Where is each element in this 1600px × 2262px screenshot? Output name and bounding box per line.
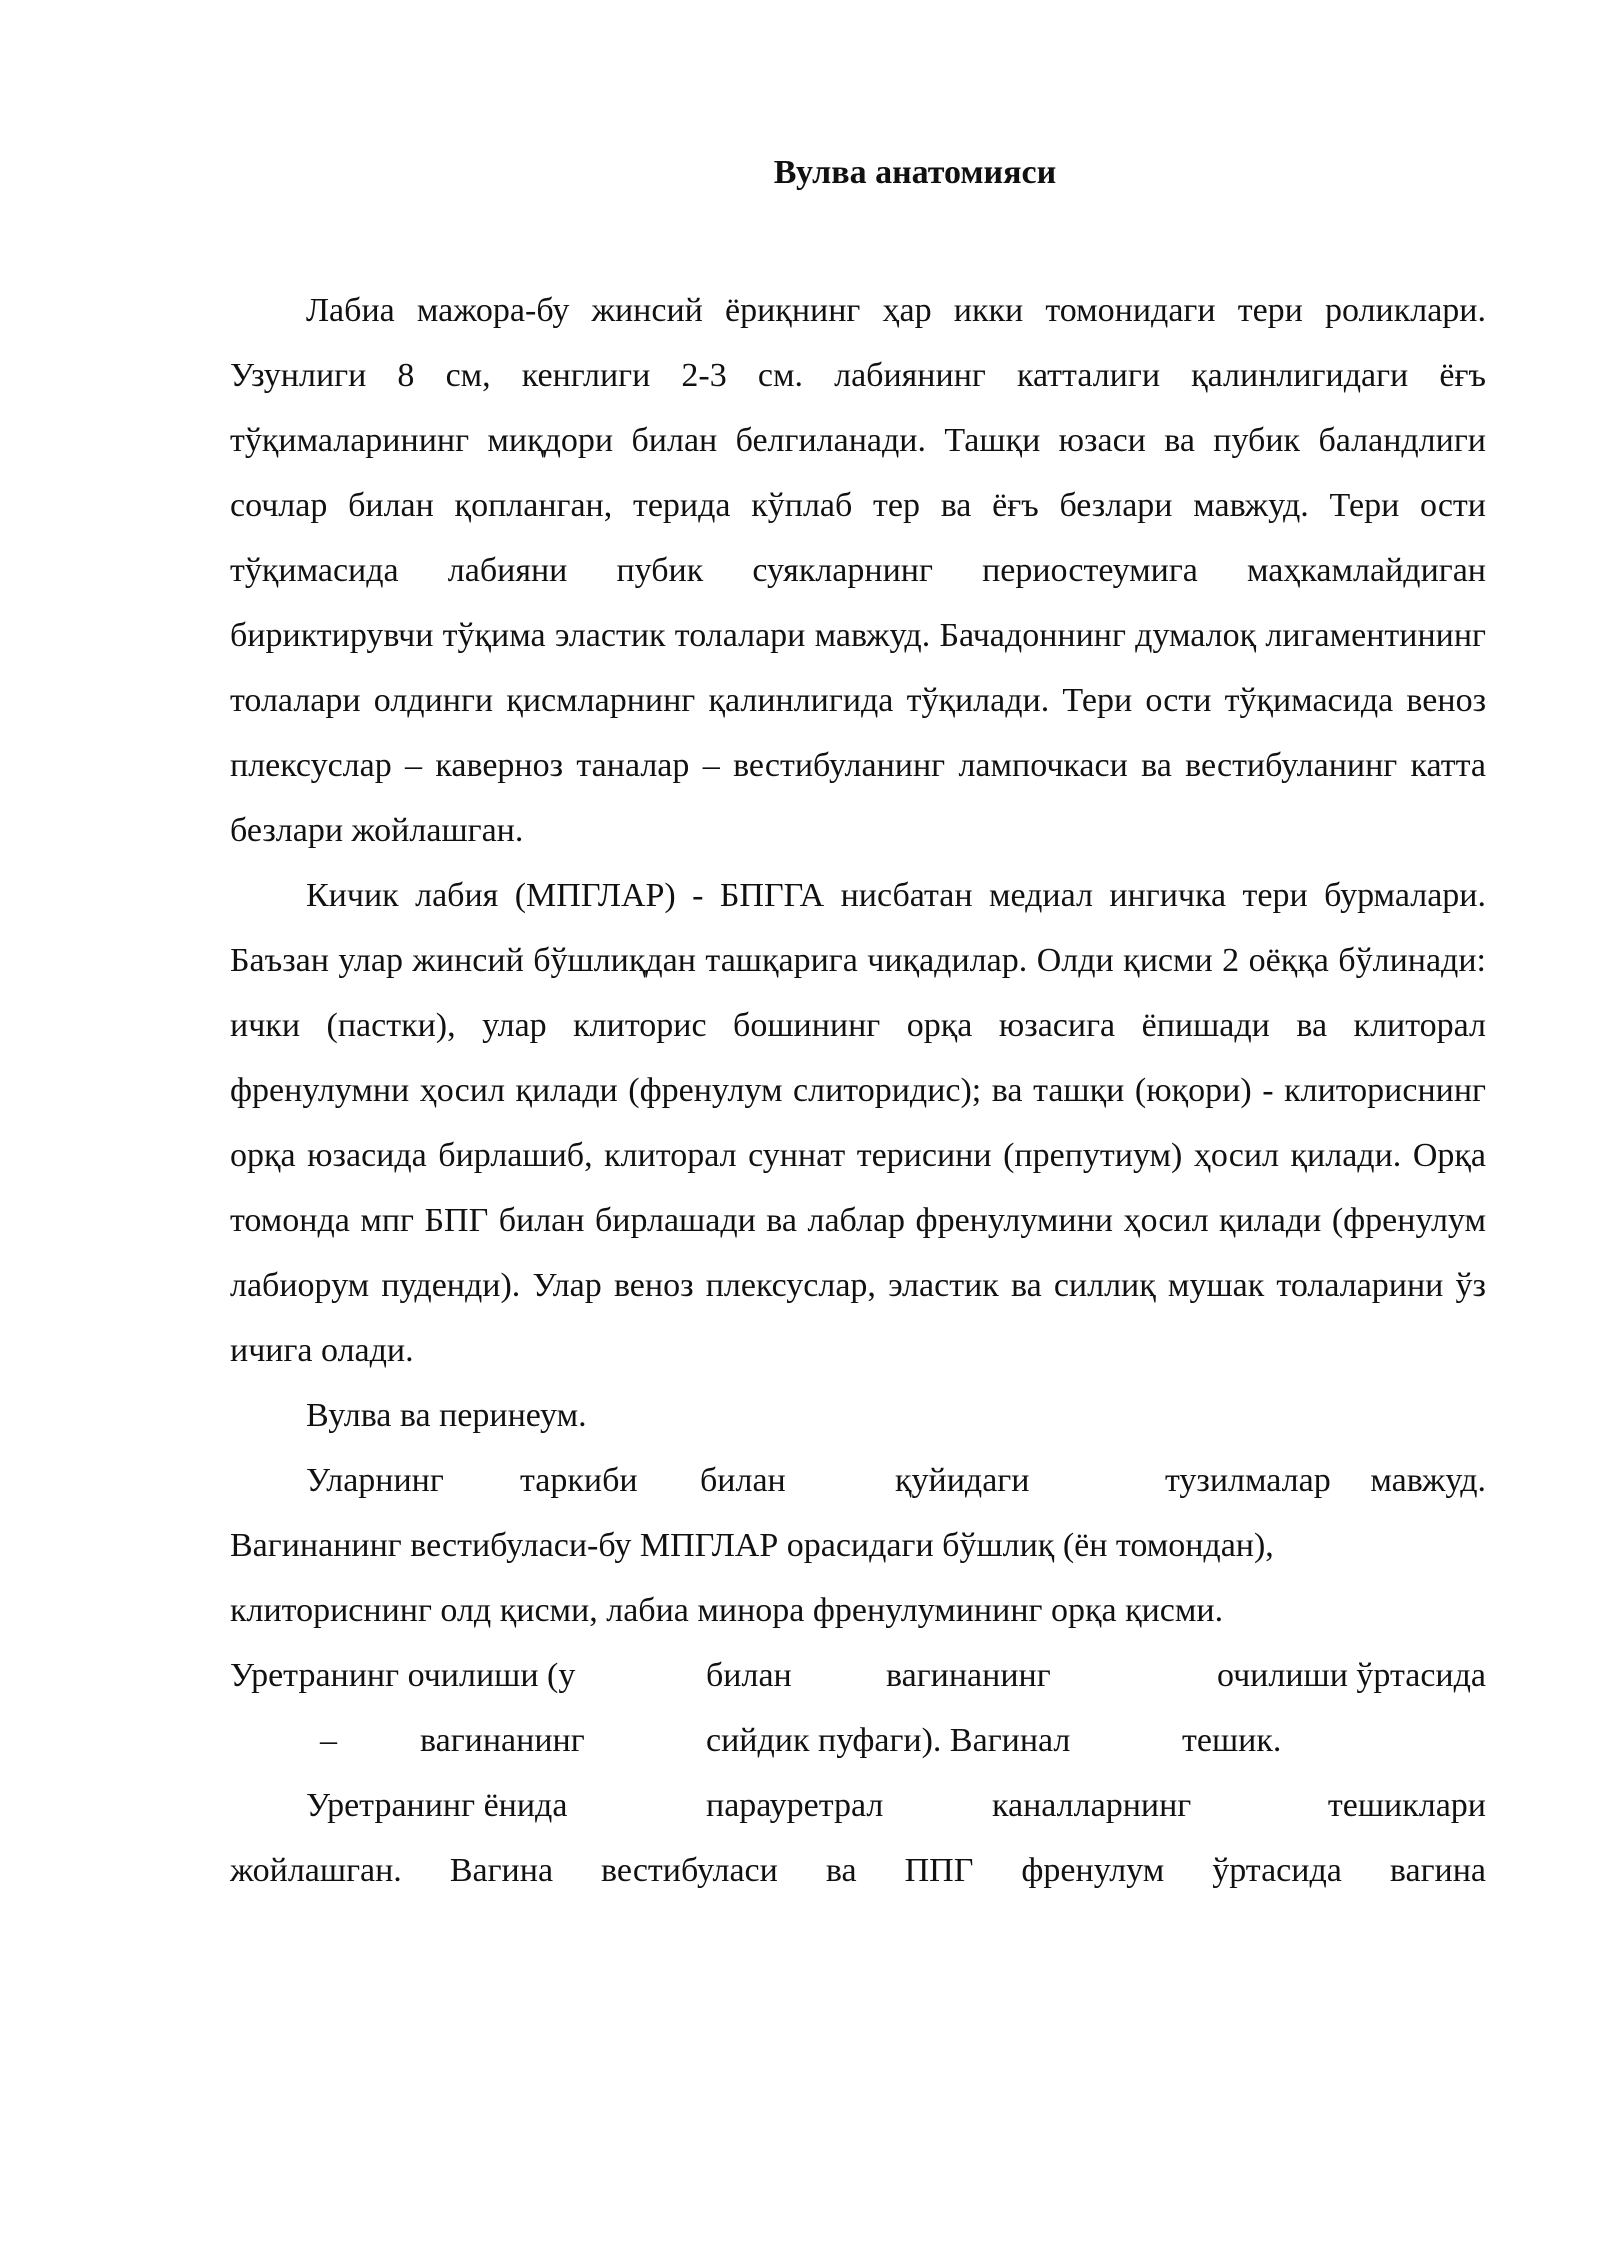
table-row bbox=[230, 1773, 1486, 1838]
paragraph-vulva-perineum: Вулва ва перинеум. bbox=[306, 1397, 587, 1434]
table-cell: парауретрал bbox=[706, 1787, 884, 1824]
table-cell: тешиклари bbox=[1327, 1787, 1486, 1824]
table-line: жойлашган. Вагина вестибуласи ва ППГ френулум ўртасида вагина bbox=[230, 1852, 1486, 1889]
table-cell: сийдик пуфаги). Вагинал bbox=[706, 1722, 1071, 1759]
document-title: Вулва анатомияси bbox=[773, 154, 1057, 191]
table-cell: вагинанинг bbox=[420, 1722, 585, 1759]
table-row bbox=[230, 1448, 1486, 1513]
paragraph-labia-minora: Кичик лабия (МПГЛАР) - БПГГА нисбатан медиал ингичка тери бурмалари. Баъзан улар жинсий бўшлиқдан ташқарига чиқадилар. Олди қисми 2 оёққа бўлинади: ички (пастки), улар клиторис бошининг орқа юзасига ёпишади ва клиторал френулумни ҳосил қилади (френулум слиторидис); ва ташқи (юқори) - клиториснинг орқа юзасида бирлашиб, клиторал суннат терисини (препутиум) ҳосил қилади. Орқа томонда мпг БПГ билан бирлашади ва лаблар френулумини ҳосил қилади (френулум лабиорум пуденди). Улар веноз плексуслар, эластик ва силлиқ мушак толаларини ўз ичига олади. bbox=[230, 877, 1486, 1369]
table-row bbox=[230, 1708, 1486, 1773]
table-cell: Уретранинг очилиши (у bbox=[230, 1657, 576, 1694]
table-cell: – bbox=[320, 1722, 337, 1759]
table-line: клиториснинг олд қисми, лабиа минора френулумининг орқа қисми. bbox=[230, 1592, 1224, 1629]
table-cell: тешик. bbox=[1182, 1722, 1282, 1759]
document-body bbox=[230, 278, 1486, 1903]
table-cell: вагинанинг bbox=[886, 1657, 1051, 1694]
table-cell: тузилмалар bbox=[1165, 1462, 1331, 1499]
table-cell: очилиши ўртасида bbox=[1216, 1657, 1486, 1694]
table-cell: каналларнинг bbox=[992, 1787, 1192, 1824]
table-cell: таркиби bbox=[520, 1462, 638, 1499]
table-cell: билан bbox=[706, 1657, 792, 1694]
table-cell: мавжуд. bbox=[1370, 1462, 1486, 1499]
table-cell: билан bbox=[700, 1462, 786, 1499]
table-cell: Уларнинг bbox=[306, 1462, 444, 1499]
table-cell: қуйидаги bbox=[895, 1462, 1030, 1499]
table-row bbox=[230, 1643, 1486, 1708]
table-line: Вагинанинг вестибуласи-бу МПГЛАР орасидаги бўшлиқ (ён томондан), bbox=[230, 1527, 1274, 1564]
table-cell: Уретранинг ёнида bbox=[306, 1787, 568, 1824]
paragraph-labia-majora: Лабиа мажора-бу жинсий ёриқнинг ҳар икки томонидаги тери роликлари. Узунлиги 8 см, кенглиги 2-3 см. лабиянинг катталиги қалинлигидаги ёғъ тўқималарининг миқдори билан белгиланади. Ташқи юзаси ва пубик баландлиги сочлар билан қопланган, терида кўплаб тер ва ёғъ безлари мавжуд. Тери ости тўқимасида лабияни пубик суякларнинг периостеумига маҳкамлайдиган бириктирувчи тўқима эластик толалари мавжуд. Бачадоннинг думалоқ лигаментининг толалари олдинги қисмларнинг қалинлигида тўқилади. Тери ости тўқимасида веноз плексуслар – каверноз таналар – вестибуланинг лампочкаси ва вестибуланинг катта безлари жойлашган. bbox=[230, 292, 1486, 849]
